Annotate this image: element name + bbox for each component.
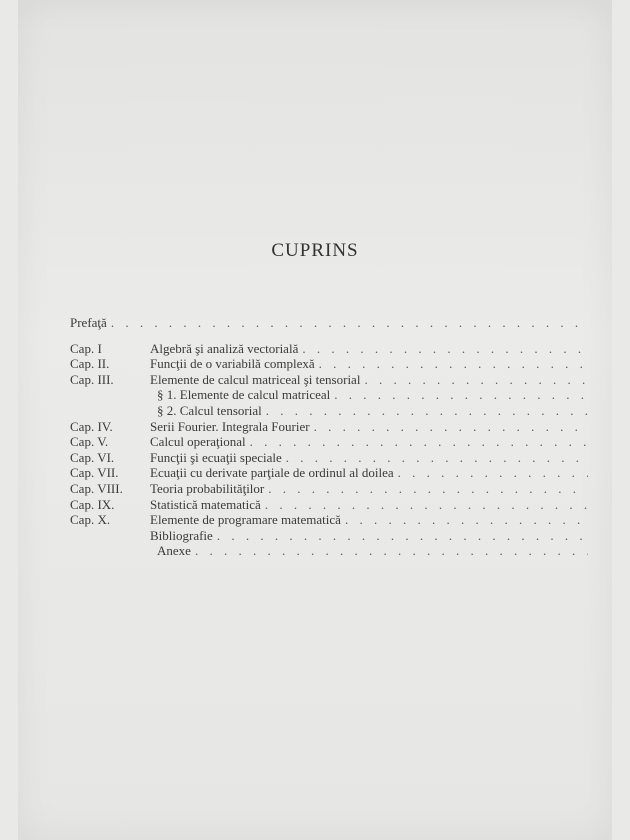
toc-entry-title: Statistică matematică	[150, 496, 261, 512]
toc-row	[70, 372, 588, 388]
page-title: CUPRINS	[271, 240, 359, 261]
dot-leader	[302, 341, 588, 357]
chapter-number: Cap. VIII.	[70, 480, 123, 496]
toc-row	[70, 481, 588, 497]
dot-leader	[286, 450, 588, 466]
toc-entry-title: Bibliografie	[150, 527, 213, 543]
dot-leader	[334, 387, 588, 403]
dot-leader	[250, 434, 588, 450]
toc-entry-title: Elemente de programare matematică	[150, 512, 341, 528]
dot-leader	[319, 356, 588, 372]
toc-entry-title: Elemente de calcul matriceal şi tensorial	[150, 371, 361, 387]
chapter-number: Cap. IV.	[70, 418, 113, 434]
table-of-contents	[70, 315, 588, 559]
toc-entry-title: Calcul operaţional	[150, 434, 246, 450]
dot-leader	[265, 497, 588, 513]
dot-leader	[195, 543, 588, 559]
toc-row-section	[70, 387, 588, 403]
toc-row	[70, 341, 588, 357]
dot-leader	[364, 372, 588, 388]
chapter-number: Cap. VII.	[70, 465, 119, 481]
toc-row	[70, 356, 588, 372]
dot-leader	[111, 315, 588, 331]
toc-row	[70, 512, 588, 528]
book-page	[18, 0, 612, 840]
dot-leader	[398, 465, 588, 481]
toc-entry-title: § 1. Elemente de calcul matriceal	[157, 387, 331, 403]
dot-leader	[268, 481, 588, 497]
toc-row-preface	[70, 315, 588, 331]
toc-entry-title: Prefaţă	[70, 315, 107, 330]
toc-row	[70, 419, 588, 435]
toc-entry-title: Funcţii şi ecuaţii speciale	[150, 449, 282, 465]
toc-row	[70, 450, 588, 466]
chapter-number: Cap. VI.	[70, 449, 115, 465]
chapter-number: Cap. I	[70, 340, 102, 356]
toc-row	[70, 465, 588, 481]
chapter-number: Cap. III.	[70, 371, 114, 387]
toc-entry-title: Ecuaţii cu derivate parţiale de ordinul al doilea	[150, 465, 394, 481]
toc-entry-title: Teoria probabilităţilor	[150, 480, 265, 496]
dot-leader	[217, 528, 588, 544]
toc-entry-title: Anexe	[157, 543, 191, 559]
toc-row-section	[70, 403, 588, 419]
toc-entry-title: Serii Fourier. Integrala Fourier	[150, 418, 310, 434]
toc-row	[70, 434, 588, 450]
toc-entry-title: § 2. Calcul tensorial	[157, 402, 262, 418]
dot-leader	[314, 419, 588, 435]
toc-entry-title: Funcţii de o variabilă complexă	[150, 356, 315, 372]
toc-row-appendix	[70, 543, 588, 559]
chapter-number: Cap. V.	[70, 434, 109, 450]
toc-row-appendix	[70, 528, 588, 544]
toc-row	[70, 497, 588, 513]
chapter-number: Cap. IX.	[70, 496, 115, 512]
chapter-number: Cap. II.	[70, 356, 110, 372]
chapter-number: Cap. X.	[70, 512, 111, 528]
dot-leader	[345, 512, 588, 528]
dot-leader	[266, 403, 588, 419]
toc-entry-title: Algebră şi analiză vectorială	[150, 340, 299, 356]
